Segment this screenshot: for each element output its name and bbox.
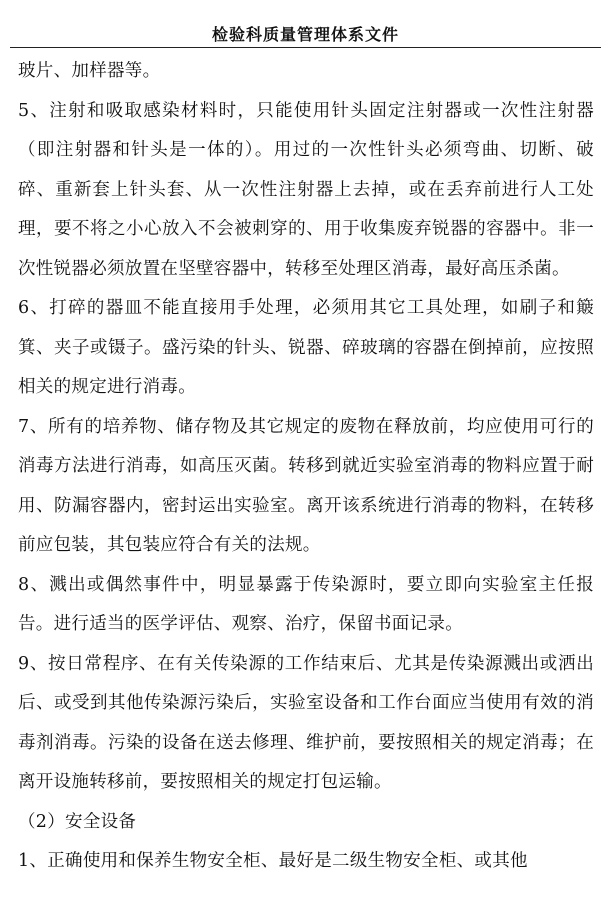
- paragraph-item-5: 5、注射和吸取感染材料时，只能使用针头固定注射器或一次性注射器（即注射器和针头是一体的）。用过的一次性针头必须弯曲、切断、破碎、重新套上针头套、从一次性注射器上去掉，或在丢弃前进行人工处理，要不将之小心放入不会被刺穿的、用于收集废弃锐器的容器中。非一次性锐器必须放置在坚壁容器中，转移至处理区消毒，最好高压杀菌。: [18, 100, 594, 279]
- paragraph-item-8: 8、溅出或偶然事件中，明显暴露于传染源时，要立即向实验室主任报告。进行适当的医学评估、观察、治疗，保留书面记录。: [18, 574, 594, 634]
- page-header-title: 检验科质量管理体系文件: [211, 25, 399, 44]
- paragraph-item-1: 1、正确使用和保养生物安全柜、最好是二级生物安全柜、或其他: [18, 851, 528, 871]
- section-heading-safety-equipment: （2）安全设备: [18, 811, 137, 832]
- paragraph-item-9: 9、按日常程序、在有关传染源的工作结束后、尤其是传染源溅出或洒出后、或受到其他传染源污染后，实验室设备和工作台面应当使用有效的消毒剂消毒。污染的设备在送去修理、维护前，要按照相关的规定消毒；在离开设施转移前，要按照相关的规定打包运输。: [18, 653, 594, 792]
- header-divider: [10, 47, 601, 48]
- paragraph-item-6: 6、打碎的器皿不能直接用手处理，必须用其它工具处理，如刷子和簸箕、夹子或镊子。盛污染的针头、锐器、碎玻璃的容器在倒掉前，应按照相关的规定进行消毒。: [18, 298, 594, 397]
- paragraph-continuation: 玻片、加样器等。: [18, 61, 161, 81]
- document-body: [18, 52, 594, 882]
- paragraph-item-7: 7、所有的培养物、储存物及其它规定的废物在释放前，均应使用可行的消毒方法进行消毒，如高压灭菌。转移到就近实验室消毒的物料应置于耐用、防漏容器内，密封运出实验室。离开该系统进行消毒的物料，在转移前应包装，其包装应符合有关的法规。: [18, 416, 594, 555]
